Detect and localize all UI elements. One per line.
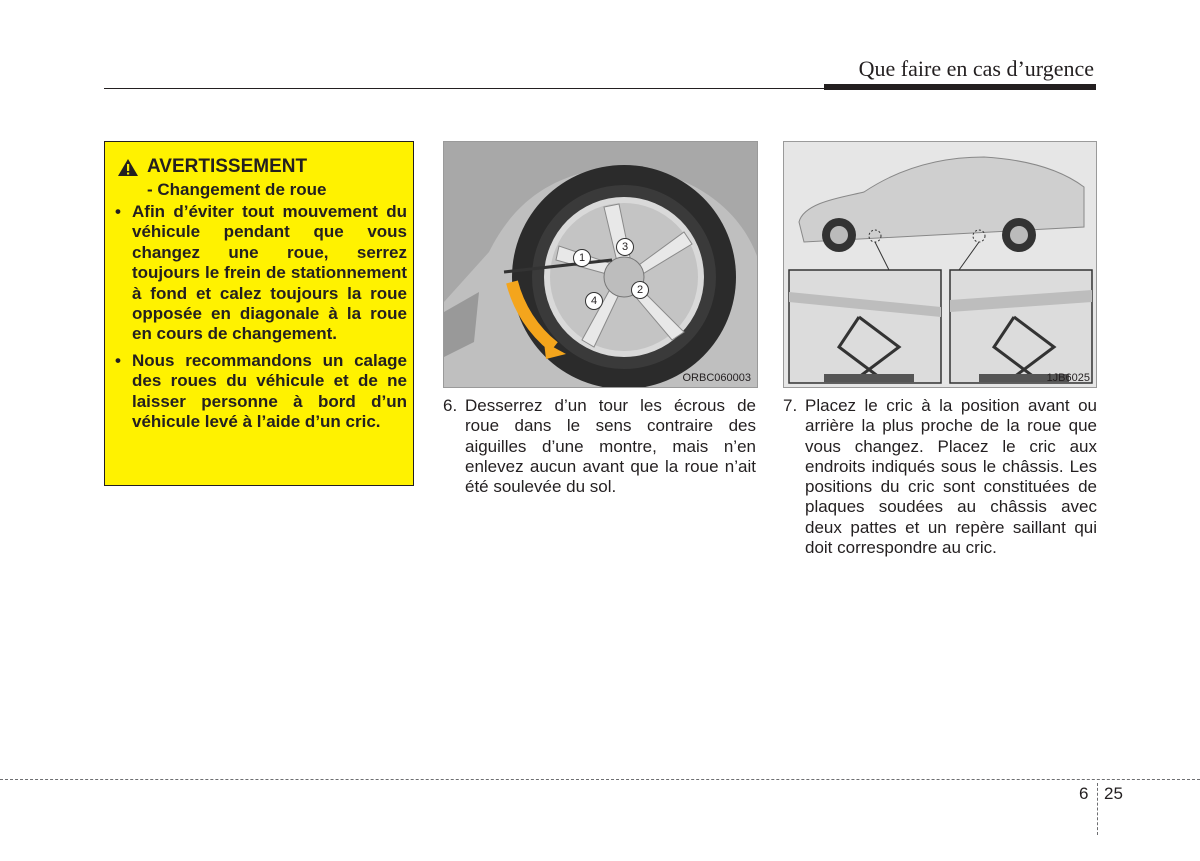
bullet: • bbox=[115, 202, 121, 221]
step-6 bbox=[443, 396, 756, 497]
nut-label-2: 2 bbox=[631, 281, 649, 299]
car-jack-drawing bbox=[784, 142, 1097, 388]
page-number: 25 bbox=[1104, 784, 1123, 803]
header-rule bbox=[104, 88, 824, 89]
warning-item bbox=[115, 351, 407, 433]
footer-divider bbox=[0, 779, 1200, 780]
page-header-title: Que faire en cas d’urgence bbox=[858, 56, 1094, 81]
warning-subtitle: - Changement de roue bbox=[147, 180, 327, 199]
warning-list bbox=[115, 202, 407, 438]
warning-item-text: Nous recommandons un calage des roues du véhicule et de ne laisser personne à bord d’un véhicule levé à l’aide d’un cric. bbox=[132, 350, 407, 432]
wheel-lug-nut-illustration bbox=[443, 141, 758, 388]
step-number: 6. bbox=[443, 396, 458, 415]
warning-item-text: Afin d’éviter tout mouvement du véhicule pendant que vous changez une roue, serrez toujours le frein de stationnement à fond et calez toujours la roue opposée en diagonale à la roue en cours de changement. bbox=[132, 202, 407, 344]
nut-label-4: 4 bbox=[585, 292, 603, 310]
step-number: 7. bbox=[783, 396, 798, 415]
step-text: Desserrez d’un tour les écrous de roue dans le sens contraire des aiguilles d’une montre, mais n’en enlevez aucun avant que la roue n’ait été soulevée du sol. bbox=[465, 396, 756, 497]
bullet: • bbox=[115, 350, 121, 370]
warning-item bbox=[115, 202, 407, 345]
footer-vertical-divider bbox=[1097, 783, 1098, 835]
warning-triangle-icon bbox=[117, 158, 139, 177]
nut-label-3: 3 bbox=[616, 238, 634, 256]
jack-position-illustration bbox=[783, 141, 1097, 388]
nut-label-1: 1 bbox=[573, 249, 591, 267]
step-text: Placez le cric à la position avant ou arrière la plus proche de la roue que vous changez. Placez le cric aux endroits indiqués sous le châssis. Les positions du cric sont constituées de plaques soudées au châssis avec deux pattes et un repère saillant qui doit correspondre au cric. bbox=[805, 396, 1097, 558]
warning-heading bbox=[117, 156, 307, 178]
step-7 bbox=[783, 396, 1097, 558]
header-rule-accent bbox=[824, 84, 1096, 90]
warning-title: AVERTISSEMENT bbox=[147, 156, 308, 177]
warning-box bbox=[104, 141, 414, 486]
chapter-number: 6 bbox=[1079, 784, 1089, 803]
figure-code: ORBC060003 bbox=[682, 372, 751, 384]
wheel-drawing bbox=[444, 142, 758, 388]
figure-code: 1JB6025 bbox=[1046, 372, 1090, 384]
